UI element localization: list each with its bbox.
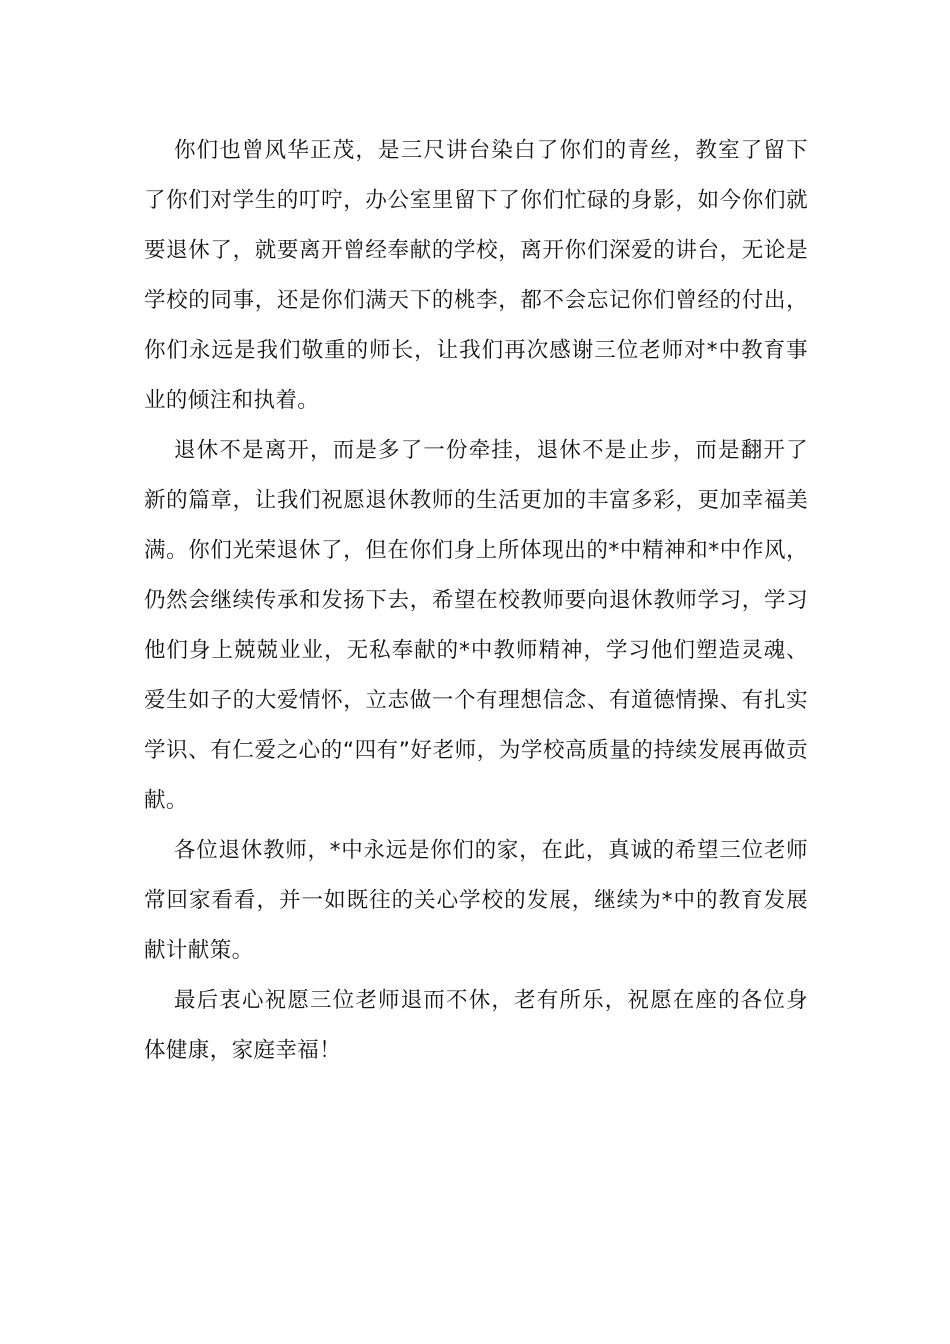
document-body (144, 126, 808, 1076)
paragraph-1: 你们也曾风华正茂，是三尺讲台染白了你们的青丝，教室了留下了你们对学生的叮咛，办公室里留下了你们忙碌的身影，如今你们就要退休了，就要离开曾经奉献的学校，离开你们深爱的讲台，无论是学校的同事，还是你们满天下的桃李，都不会忘记你们曾经的付出，你们永远是我们敬重的师长，让我们再次感谢三位老师对*中教育事业的倾注和执着。 (144, 138, 808, 413)
paragraph-2: 退休不是离开，而是多了一份牵挂，退休不是止步，而是翻开了新的篇章，让我们祝愿退休教师的生活更加的丰富多彩，更加幸福美满。你们光荣退休了，但在你们身上所体现出的*中精神和*中作风，仍然会继续传承和发扬下去，希望在校教师要向退休教师学习，学习他们身上兢兢业业，无私奉献的*中教师精神，学习他们塑造灵魂、爱生如子的大爱情怀，立志做一个有理想信念、有道德情操、有扎实学识、有仁爱之心的“四有”好老师，为学校高质量的持续发展再做贡献。 (144, 438, 808, 813)
paragraph-4: 最后衷心祝愿三位老师退而不休，老有所乐，祝愿在座的各位身体健康，家庭幸福！ (144, 988, 808, 1063)
paragraph-3: 各位退休教师，*中永远是你们的家，在此，真诚的希望三位老师常回家看看，并一如既往的关心学校的发展，继续为*中的教育发展献计献策。 (144, 838, 808, 963)
